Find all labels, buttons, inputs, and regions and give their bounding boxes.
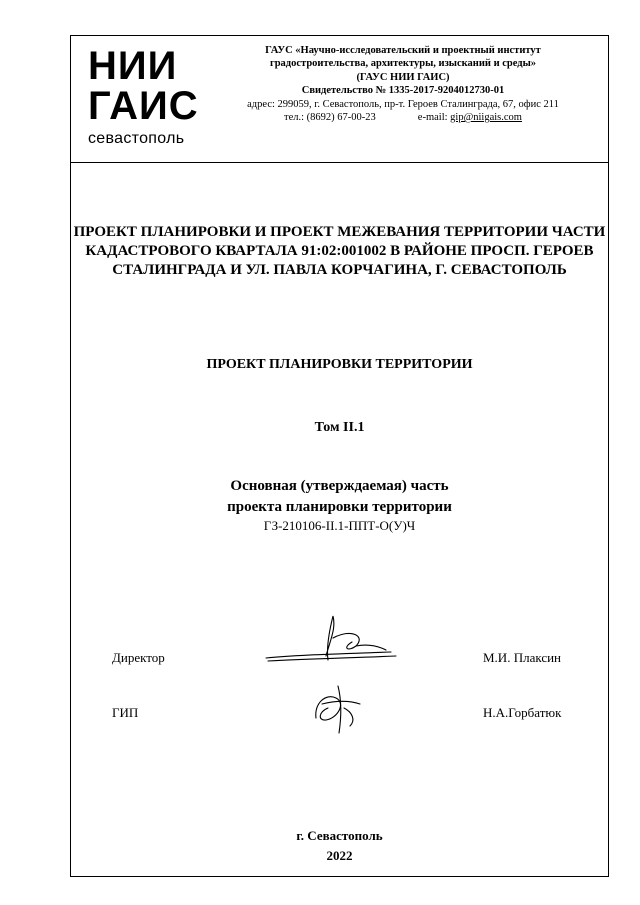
volume-number: Том II.1: [314, 420, 365, 435]
document-title: [71, 223, 608, 280]
org-phone: тел.: (8692) 67-00-23: [284, 112, 376, 124]
city-name: г. Севастополь: [296, 828, 383, 843]
logo-line-2: ГАИС: [88, 84, 199, 128]
part-title: [71, 476, 608, 518]
logo-line-3: севастополь: [88, 130, 185, 147]
logo-line-1: НИИ: [88, 44, 178, 88]
handwritten-signatures: [256, 608, 406, 746]
title-line-1: ПРОЕКТ ПЛАНИРОВКИ И ПРОЕКТ МЕЖЕВАНИЯ ТЕРРИТОРИИ ЧАСТИ: [73, 224, 606, 240]
email-link[interactable]: gip@niigais.com: [450, 112, 522, 124]
part-title-line-1: Основная (утверждаемая) часть: [230, 478, 449, 494]
organization-info: [203, 44, 603, 124]
org-address: адрес: 299059, г. Севастополь, пр-т. Героев Сталинграда, 67, офис 211: [247, 98, 559, 110]
part-title-line-2: проекта планировки территории: [227, 499, 452, 515]
title-line-2: КАДАСТРОВОГО КВАРТАЛА 91:02:001002 В РАЙОНЕ ПРОСП. ГЕРОЕВ: [85, 243, 594, 259]
director-role: Директор: [112, 650, 165, 665]
document-frame: [70, 35, 609, 877]
director-name: М.И. Плаксин: [483, 650, 562, 665]
org-name-line-1: ГАУС «Научно-исследовательский и проектный институт: [265, 45, 541, 56]
org-contacts: [203, 111, 603, 124]
document-code: ГЗ-210106-II.1-ППТ-О(У)Ч: [263, 518, 416, 533]
chief-engineer-role: ГИП: [112, 705, 139, 720]
email-label: e-mail:: [417, 112, 448, 124]
chief-engineer-name: Н.А.Горбатюк: [483, 705, 562, 720]
org-short-name: (ГАУС НИИ ГАИС): [356, 71, 450, 83]
document-header: [71, 36, 608, 163]
document-year: 2022: [326, 848, 353, 863]
title-line-3: СТАЛИНГРАДА И УЛ. ПАВЛА КОРЧАГИНА, Г. СЕВАСТОПОЛЬ: [112, 262, 567, 278]
document-subtitle: ПРОЕКТ ПЛАНИРОВКИ ТЕРРИТОРИИ: [206, 357, 473, 372]
institute-logo: [88, 44, 199, 154]
document-footer: [71, 826, 608, 866]
org-name-line-2: градостроительства, архитектуры, изысканий и среды»: [269, 58, 537, 70]
certificate-number: Свидетельство № 1335-2017-9204012730-01: [301, 85, 505, 97]
